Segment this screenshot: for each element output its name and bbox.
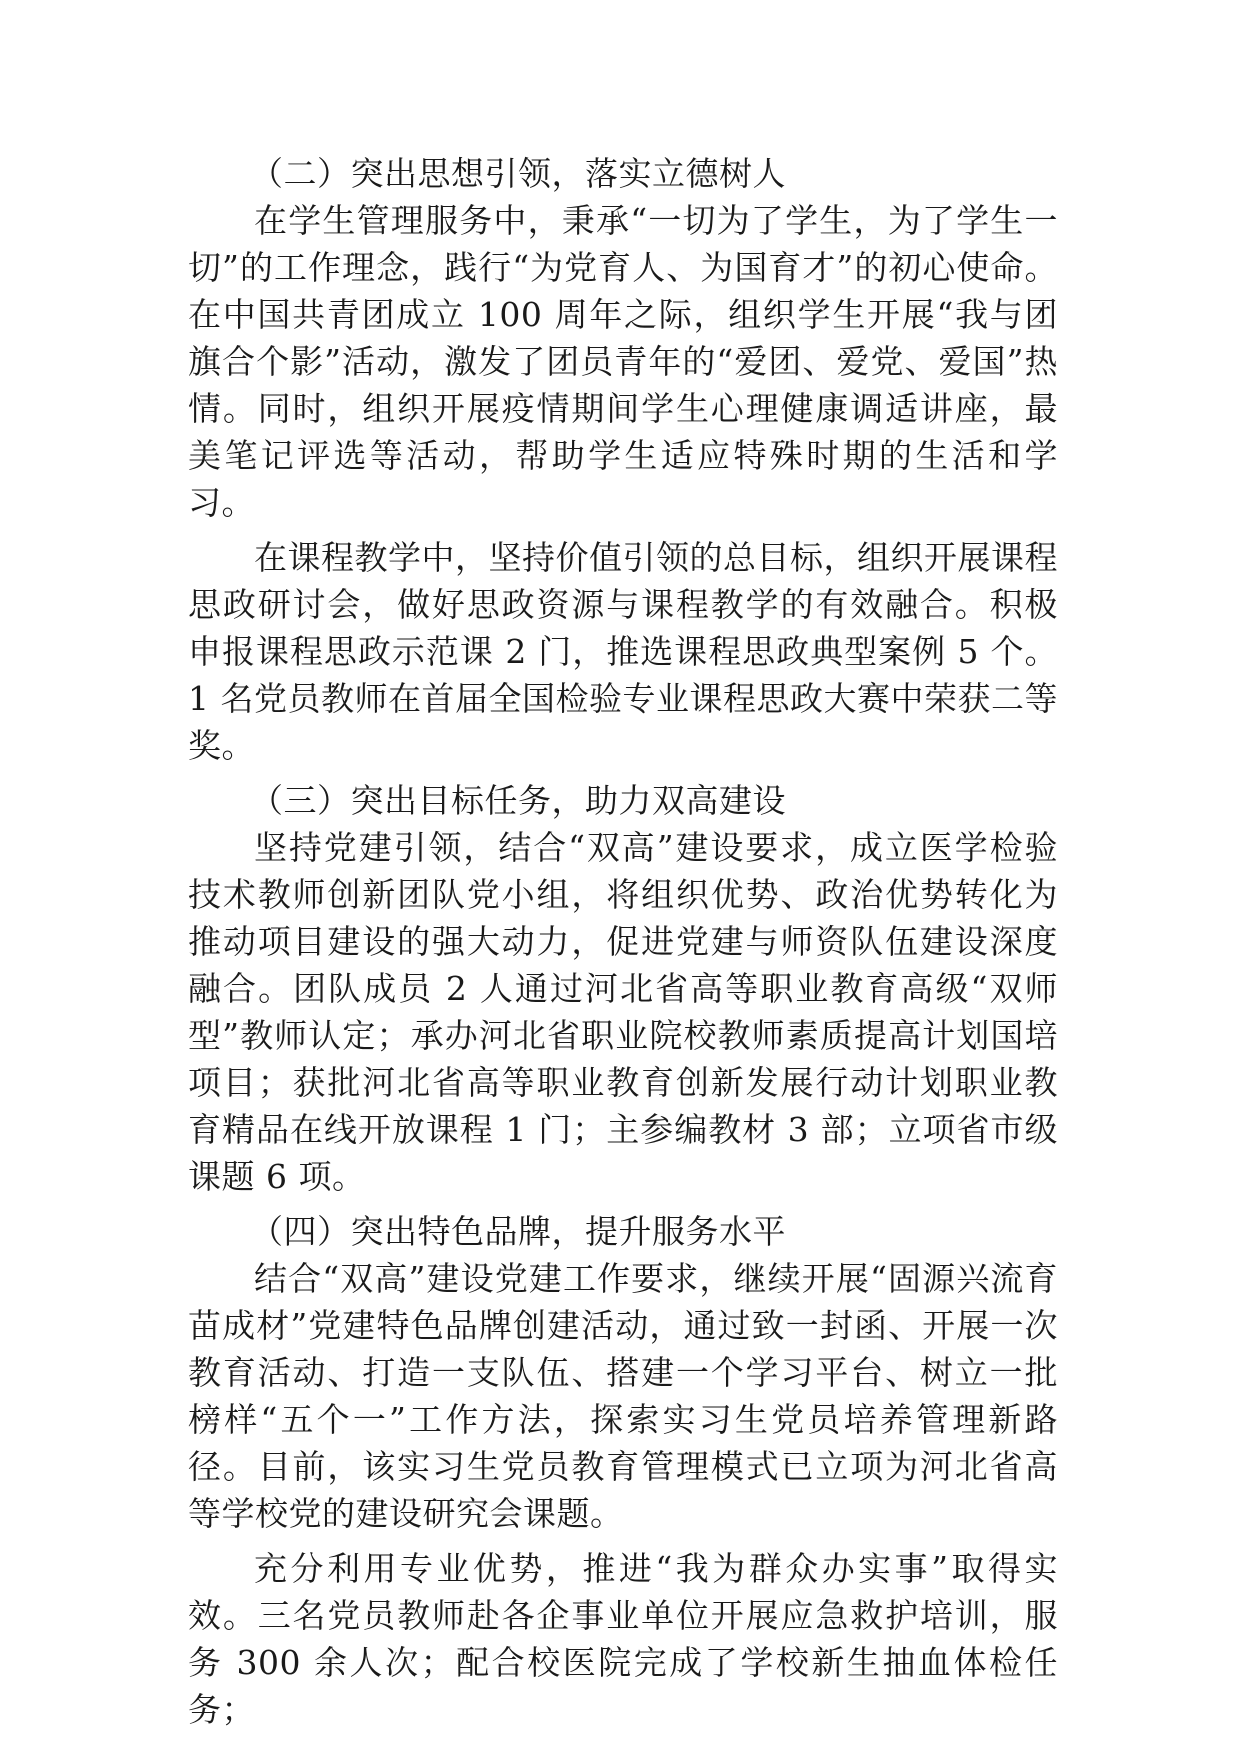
document-body — [188, 150, 1058, 1733]
paragraph-double-high-construction: 坚持党建引领，结合“双高”建设要求，成立医学检验技术教师创新团队党小组，将组织优势、政治优势转化为推动项目建设的强大动力，促进党建与师资队伍建设深度融合。团队成员 2 人通过河北省高等职业教育高级“双师型”教师认定；承办河北省职业院校教师素质提高计划国培项目；获批河北省高等职业教育创新发展行动计划职业教育精品在线开放课程 1 门；主参编教材 3 部；立项省市级课题 6 项。 — [188, 828, 1058, 1196]
section-heading-3: （三）突出目标任务，助力双高建设 — [250, 781, 786, 820]
paragraph-course-teaching: 在课程教学中，坚持价值引领的总目标，组织开展课程思政研讨会，做好思政资源与课程教学的有效融合。积极申报课程思政示范课 2 门，推选课程思政典型案例 5 个。1 名党员教师在首届全国检验专业课程思政大赛中荣获二等奖。 — [188, 538, 1058, 765]
paragraph-public-service: 充分利用专业优势，推进“我为群众办实事”取得实效。三名党员教师赴各企事业单位开展应急救护培训，服务 300 余人次；配合校医院完成了学校新生抽血体检任务； — [188, 1549, 1058, 1729]
paragraph-student-management: 在学生管理服务中，秉承“一切为了学生，为了学生一切”的工作理念，践行“为党育人、为国育才”的初心使命。在中国共青团成立 100 周年之际，组织学生开展“我与团旗合个影”活动，激发了团员青年的“爱团、爱党、爱国”热情。同时，组织开展疫情期间学生心理健康调适讲座，最美笔记评选等活动，帮助学生适应特殊时期的生活和学习。 — [188, 201, 1058, 522]
paragraph-party-brand: 结合“双高”建设党建工作要求，继续开展“固源兴流育苗成材”党建特色品牌创建活动，通过致一封函、开展一次教育活动、打造一支队伍、搭建一个学习平台、树立一批榜样“五个一”工作方法，探索实习生党员培养管理新路径。目前，该实习生党员教育管理模式已立项为河北省高等学校党的建设研究会课题。 — [188, 1259, 1058, 1533]
section-heading-2: （二）突出思想引领，落实立德树人 — [250, 154, 786, 193]
section-heading-4: （四）突出特色品牌，提升服务水平 — [250, 1212, 786, 1251]
